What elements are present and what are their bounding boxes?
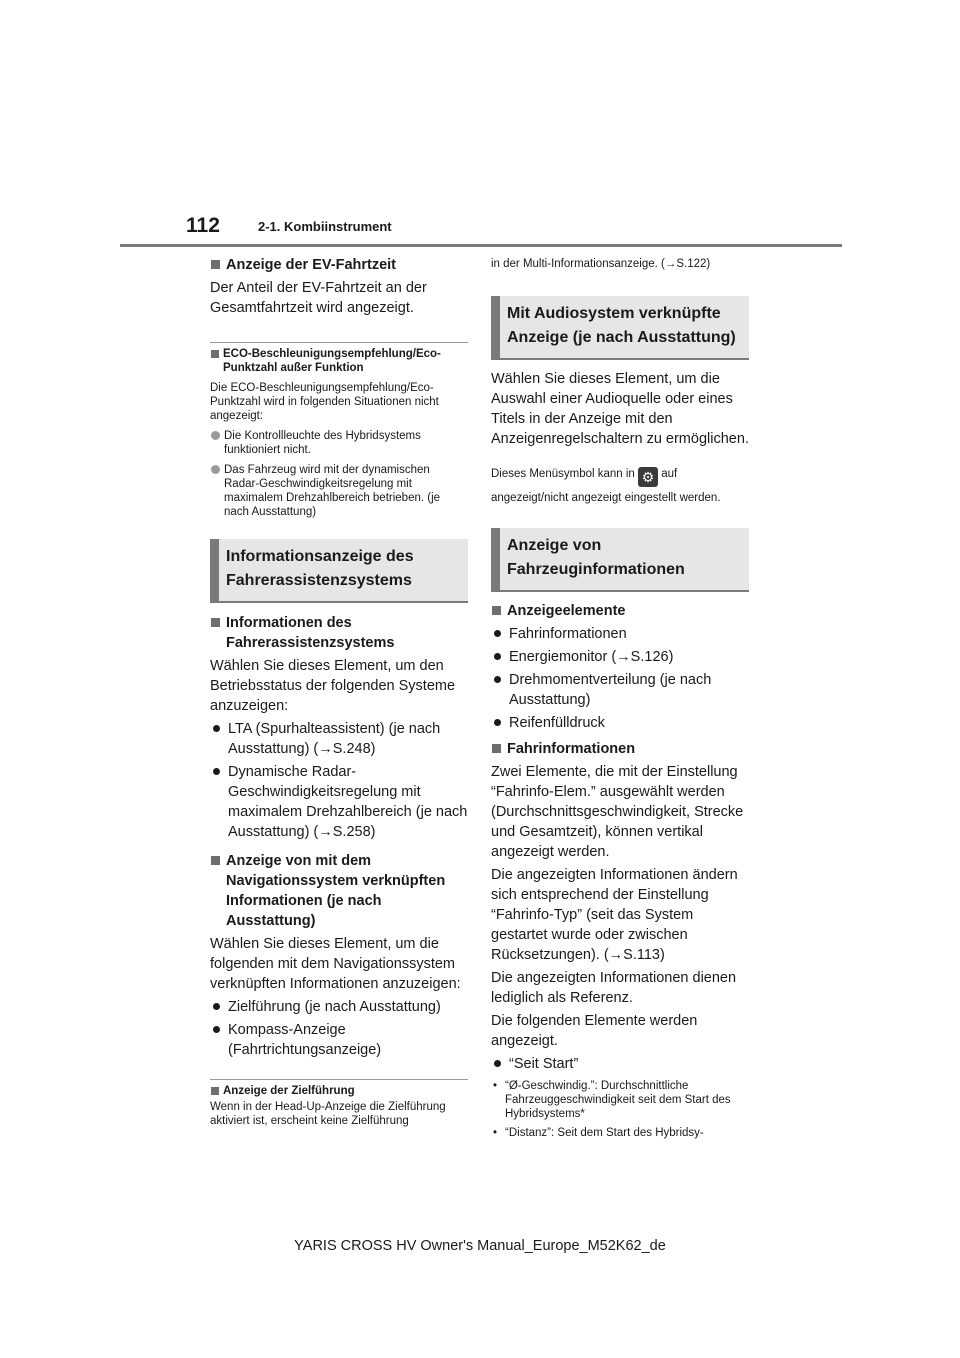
info-heading: Informationen des Fahrerassistenzsystems bbox=[210, 613, 468, 653]
list-item: Reifenfülldruck bbox=[491, 713, 749, 733]
list-item: “Seit Start” bbox=[491, 1054, 749, 1074]
footer-label: YARIS CROSS HV Owner's Manual_Europe_M52K62_de bbox=[294, 1238, 666, 1254]
audio-text: Wählen Sie dieses Element, um die Auswahl einer Audioquelle oder eines Titels in der Anzeige mit den Anzeigenregelschaltern zu ermöglichen. bbox=[491, 371, 749, 447]
list-item: LTA (Spurhalteassistent) (je nach Ausstattung) (→S.248) bbox=[210, 719, 468, 759]
ev-text: Der Anteil der EV-Fahrtzeit an der Gesamtfahrtzeit wird angezeigt. bbox=[210, 280, 427, 316]
page-number: 112 bbox=[186, 214, 220, 237]
section-box-fahrzeuginfo: Anzeige von Fahrzeuginformationen bbox=[491, 528, 749, 592]
list-item: Dynamische Radar-Geschwindigkeitsregelung mit maximalem Drehzahlbereich (je nach Ausstattung) (→S.258) bbox=[210, 762, 468, 842]
header-divider bbox=[120, 244, 842, 247]
note-divider bbox=[210, 342, 468, 343]
fahrinfo-heading: Fahrinformationen bbox=[491, 739, 749, 759]
note-divider bbox=[210, 1079, 468, 1080]
ev-heading: Anzeige der EV-Fahrtzeit bbox=[210, 255, 468, 275]
eco-note-item: Die Kontrollleuchte des Hybridsystems funktioniert nicht. bbox=[210, 429, 468, 457]
list-item: Zielführung (je nach Ausstattung) bbox=[210, 997, 468, 1017]
ziel-note-text: Wenn in der Head-Up-Anzeige die Zielführung aktiviert ist, erscheint keine Zielführung bbox=[210, 1101, 446, 1127]
section-box-fahrerassistenz: Informationsanzeige des Fahrerassistenzsystems bbox=[210, 539, 468, 603]
ziel-note-heading: Anzeige der Zielführung bbox=[210, 1084, 468, 1098]
nav-heading: Anzeige von mit dem Navigationssystem verknüpften Informationen (je nach Ausstattung) bbox=[210, 851, 468, 931]
eco-note-item: Das Fahrzeug wird mit der dynamischen Radar-Geschwindigkeitsregelung mit maximalem Drehzahlbereich betrieben. (je nach Ausstattung) bbox=[210, 463, 468, 519]
gear-icon: ⚙ bbox=[638, 467, 658, 487]
list-item: Drehmomentverteilung (je nach Ausstattung) bbox=[491, 670, 749, 710]
list-item: Energiemonitor (→S.126) bbox=[491, 647, 749, 667]
list-item: Kompass-Anzeige (Fahrtrichtungsanzeige) bbox=[210, 1020, 468, 1060]
menu-note-text: Dieses Menüsymbol kann in bbox=[491, 468, 635, 480]
continued-text: in der Multi-Informationsanzeige. (→S.122) bbox=[491, 258, 711, 270]
eco-note-heading: ECO-Beschleunigungsempfehlung/Eco-Punktzahl außer Funktion bbox=[210, 347, 468, 375]
list-item: Fahrinformationen bbox=[491, 624, 749, 644]
section-title: 2-1. Kombiinstrument bbox=[258, 219, 392, 234]
elements-heading: Anzeigeelemente bbox=[491, 601, 749, 621]
fahrinfo-text: Zwei Elemente, die mit der Einstellung “Fahrinfo-Elem.” ausgewählt werden (Durchschnittsgeschwindigkeit, Strecke und Gesamtzeit), können vertikal angezeigt werden. bbox=[491, 764, 744, 860]
info-text: Wählen Sie dieses Element, um den Betriebsstatus der folgenden Systeme anzuzeigen: bbox=[210, 658, 456, 714]
eco-note-text: Die ECO-Beschleunigungsempfehlung/Eco-Punktzahl wird in folgenden Situationen nicht angezeigt: bbox=[210, 382, 439, 422]
fahrinfo-text: Die folgenden Elemente werden angezeigt. bbox=[491, 1013, 698, 1049]
right-column bbox=[491, 255, 749, 1140]
menu-note-text: auf angezeigt/nicht angezeigt eingestellt werden. bbox=[491, 468, 721, 504]
left-column bbox=[210, 255, 468, 1128]
fahrinfo-text: Die angezeigten Informationen dienen lediglich als Referenz. bbox=[491, 970, 737, 1006]
sub-item: • “Ø-Geschwindig.”: Durchschnittliche Fahrzeuggeschwindigkeit seit dem Start des Hybridsystems* bbox=[491, 1079, 749, 1121]
menu-icon-note bbox=[491, 463, 749, 509]
section-box-audio: Mit Audiosystem verknüpfte Anzeige (je nach Ausstattung) bbox=[491, 296, 749, 360]
nav-text: Wählen Sie dieses Element, um die folgenden mit dem Navigationssystem verknüpften Informationen anzuzeigen: bbox=[210, 936, 461, 992]
sub-item: • “Distanz”: Seit dem Start des Hybridsy- bbox=[491, 1126, 749, 1140]
fahrinfo-text: Die angezeigten Informationen ändern sich entsprechend der Einstellung “Fahrinfo-Typ” (seit das System gestartet wurde oder zwischen Rücksetzungen). (→S.113) bbox=[491, 867, 738, 963]
